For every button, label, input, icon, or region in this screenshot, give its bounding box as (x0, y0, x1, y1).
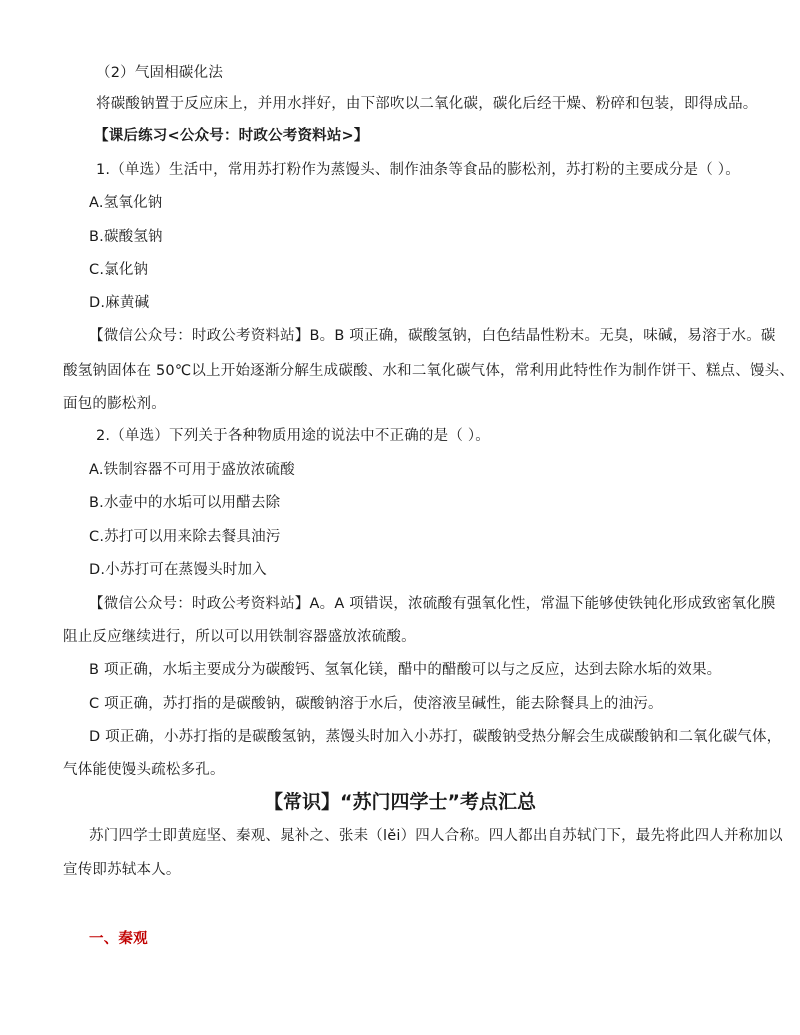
option-c: C.氯化钠 (89, 262, 149, 278)
option-c: C.苏打可以用来除去餐具油污 (89, 529, 281, 545)
answer-1-line-2: 酸氢钠固体在 50℃以上开始逐渐分解生成碳酸、水和二氧化碳气体，常利用此特性作为制作饼干、糕点、馒头、 (63, 363, 795, 379)
option-a: A.氢氧化钠 (89, 195, 163, 211)
answer-1-line-1: 【微信公众号：时政公考资料站】B。B 项正确，碳酸氢钠，白色结晶性粉末。无臭，味碱，易溶于水。碳 (89, 328, 776, 344)
section-heading: 【常识】“苏门四学士”考点汇总 (264, 791, 536, 813)
option-d: D.小苏打可在蒸馒头时加入 (89, 562, 267, 578)
question-2: 2.（单选）下列关于各种物质用途的说法中不正确的是（ ）。 (96, 428, 490, 444)
answer-2-line-5: D 项正确，小苏打指的是碳酸氢钠，蒸馒头时加入小苏打，碳酸钠受热分解会生成碳酸钠和二氧化碳气体， (89, 729, 782, 745)
intro-line-2: 宣传即苏轼本人。 (63, 862, 181, 878)
paragraph-line: 将碳酸钠置于反应床上，并用水拌好，由下部吹以二氧化碳，碳化后经干燥、粉碎和包装，即得成品。 (96, 96, 758, 112)
intro-line-1: 苏门四学士即黄庭坚、秦观、晁补之、张耒（lěi）四人合称。四人都出自苏轼门下，最先将此四人并称加以 (89, 828, 783, 844)
question-1: 1.（单选）生活中，常用苏打粉作为蒸馒头、制作油条等食品的膨松剂，苏打粉的主要成分是（ ）。 (96, 162, 740, 178)
subheading: 一、秦观 (89, 931, 148, 947)
subsection-title: （2）气固相碳化法 (96, 65, 224, 81)
answer-2-line-2: 阻止反应继续进行，所以可以用铁制容器盛放浓硫酸。 (63, 629, 416, 645)
option-b: B.水壶中的水垢可以用醋去除 (89, 495, 281, 511)
answer-2-line-6: 气体能使馒头疏松多孔。 (63, 762, 225, 778)
answer-2-line-4: C 项正确，苏打指的是碳酸钠，碳酸钠溶于水后，使溶液呈碱性，能去除餐具上的油污。 (89, 696, 663, 712)
answer-1-line-3: 面包的膨松剂。 (63, 396, 166, 412)
exercise-heading: 【课后练习<公众号：时政公考资料站>】 (94, 128, 369, 144)
answer-2-line-1: 【微信公众号：时政公考资料站】A。A 项错误，浓硫酸有强氧化性，常温下能够使铁钝化形成致密氧化膜 (89, 596, 776, 612)
option-a: A.铁制容器不可用于盛放浓硫酸 (89, 462, 295, 478)
option-d: D.麻黄碱 (89, 295, 150, 311)
option-b: B.碳酸氢钠 (89, 229, 163, 245)
answer-2-line-3: B 项正确，水垢主要成分为碳酸钙、氢氧化镁，醋中的醋酸可以与之反应，达到去除水垢的效果。 (89, 662, 722, 678)
